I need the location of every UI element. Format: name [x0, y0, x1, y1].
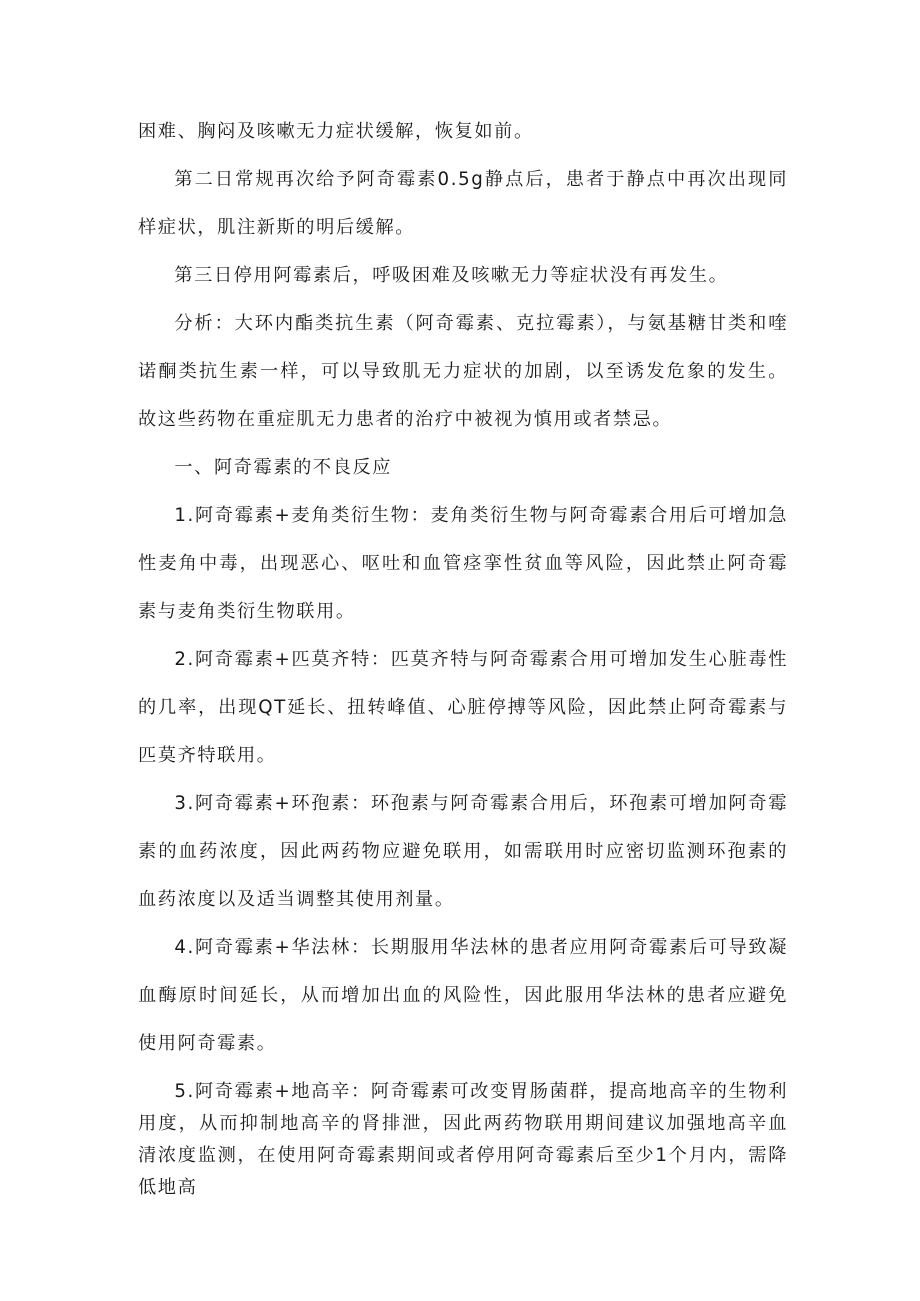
paragraph-item-3: 3.阿奇霉素+环孢素：环孢素与阿奇霉素合用后，环孢素可增加阿奇霉素的血药浓度，因此两药物应避免联用，如需联用时应密切监测环孢素的血药浓度以及适当调整其使用剂量。 — [138, 793, 788, 910]
paragraph-day-three: 第三日停用阿霉素后，呼吸困难及咳嗽无力等症状没有再发生。 — [174, 265, 729, 286]
section-heading: 一、阿奇霉素的不良反应 — [174, 457, 393, 478]
paragraph-item-2: 2.阿奇霉素+匹莫齐特：匹莫齐特与阿奇霉素合用可增加发生心脏毒性的几率，出现QT延长、扭转峰值、心脏停搏等风险，因此禁止阿奇霉素与匹莫齐特联用。 — [138, 649, 788, 766]
paragraph-day-two: 第二日常规再次给予阿奇霉素0.5g静点后，患者于静点中再次出现同样症状，肌注新斯的明后缓解。 — [138, 169, 788, 238]
paragraph-analysis: 分析：大环内酯类抗生素（阿奇霉素、克拉霉素），与氨基糖甘类和喹诺酮类抗生素一样，可以导致肌无力症状的加剧，以至诱发危象的发生。故这些药物在重症肌无力患者的治疗中被视为慎用或者禁忌。 — [138, 313, 788, 430]
paragraph-continuation: 困难、胸闷及咳嗽无力症状缓解，恢复如前。 — [138, 121, 534, 142]
paragraph-item-5: 5.阿奇霉素+地高辛：阿奇霉素可改变胃肠菌群，提高地高辛的生物利用度，从而抑制地高辛的肾排泄，因此两药物联用期间建议加强地高辛血清浓度监测，在使用阿奇霉素期间或者停用阿奇霉素后至少1个月内，需降低地高 — [138, 1081, 788, 1198]
paragraph-item-4: 4.阿奇霉素+华法林：长期服用华法林的患者应用阿奇霉素后可导致凝血酶原时间延长，从而增加出血的风险性，因此服用华法林的患者应避免使用阿奇霉素。 — [138, 937, 788, 1054]
paragraph-item-1: 1.阿奇霉素+麦角类衍生物：麦角类衍生物与阿奇霉素合用后可增加急性麦角中毒，出现恶心、呕吐和血管痉挛性贫血等风险，因此禁止阿奇霉素与麦角类衍生物联用。 — [138, 505, 788, 622]
document-body — [138, 108, 788, 1204]
